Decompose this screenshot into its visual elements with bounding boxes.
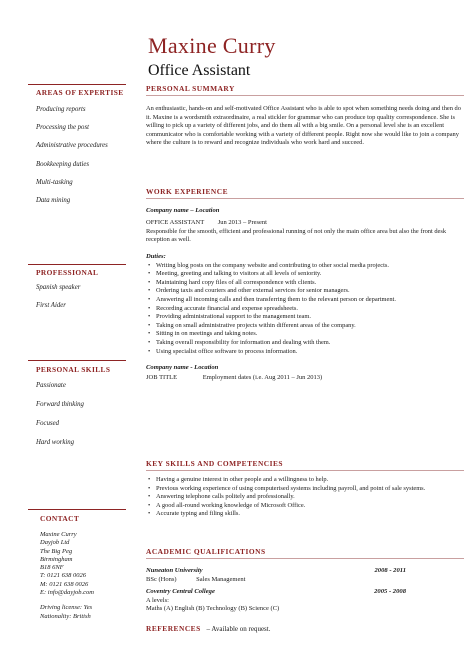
contact-line: B18 6NF	[40, 564, 64, 572]
job2-dates: Employment dates (i.e. Aug 2011 – Jun 2013)	[202, 374, 323, 382]
education-section	[146, 547, 464, 614]
job2-position: JOB TITLE	[146, 374, 178, 382]
expertise-item: Producing reports	[36, 106, 86, 113]
skill-item: Focused	[36, 420, 60, 427]
duties-label: Duties:	[146, 252, 166, 260]
section-rule	[146, 198, 464, 199]
summary-text: An enthusiastic, hands-on and self-motivated Office Assistant who is able to spot when something needs doing and then do it. Maxine is a wordsmith extraordinaire, a real stickler for grammar who can produce top quality correspondence. She is willing to pick up a variety of different jobs, and do them all with a big smile. On a personal level she is an excellent communicator who is comfortable working with a variety of different people. Right now she would like to join a company where the culture is to reward and recognize individuals who work hard and succeed.	[146, 105, 461, 146]
college-name: Coventry Central College	[146, 588, 215, 596]
contact-line: The Big Peg	[40, 547, 73, 555]
sidebar-divider	[28, 509, 126, 510]
key-skill-item: • Previous working experience of using computerised systems including payroll, and point of sale systems.	[156, 485, 464, 494]
expertise-item: Multi-tasking	[36, 178, 73, 186]
contact-extra	[40, 604, 140, 621]
personal-skills-title: PERSONAL SKILLS	[36, 365, 111, 374]
contact-mobile: M: 0121 638 0026	[40, 580, 89, 588]
duties-list	[146, 262, 464, 357]
contact-phone: T: 0121 638 0026	[40, 572, 87, 580]
duty-item: • Taking on small administrative projects within different areas of the company.	[156, 322, 464, 331]
personal-skills-section	[36, 365, 136, 448]
contact-line: Dayjob Ltd	[40, 539, 70, 547]
expertise-title: AREAS OF EXPERTISE	[36, 88, 124, 97]
contact-section	[40, 514, 140, 621]
duty-item: • Recording accurate financial and expense spreadsheets.	[156, 305, 464, 314]
job1-dates: Jun 2013 – Present	[217, 219, 267, 226]
uni-degree: BSc (Hons)	[146, 575, 177, 583]
contact-line: Maxine Curry	[40, 531, 77, 538]
references-title: REFERENCES	[146, 624, 201, 633]
driving-license: Driving license: Yes	[40, 604, 93, 612]
professional-section	[36, 268, 136, 311]
nationality: Nationality: British	[40, 612, 91, 620]
section-rule	[146, 470, 464, 471]
skill-item: Passionate	[36, 382, 66, 389]
sidebar-divider	[28, 264, 126, 265]
duty-item: • Providing administrational support to the management team.	[156, 313, 464, 322]
references-section	[146, 624, 464, 633]
job2-header	[146, 374, 464, 383]
references-text: – Available on request.	[206, 625, 271, 633]
professional-title: PROFESSIONAL	[36, 268, 99, 277]
professional-item: Spanish speaker	[36, 284, 81, 291]
contact-email: E: info@dayjob.com	[40, 589, 94, 597]
duty-item: • Taking overall responsibility for information and dealing with them.	[156, 339, 464, 348]
candidate-name: Maxine Curry	[148, 33, 276, 58]
expertise-item: Processing the post	[36, 124, 89, 132]
key-skill-item: • Accurate typing and filing skills.	[156, 510, 464, 519]
sidebar-divider	[28, 84, 126, 85]
contact-title: CONTACT	[40, 514, 80, 523]
job1-company: Company name – Location	[146, 207, 220, 214]
expertise-item: Administrative procedures	[36, 142, 108, 150]
duty-item: • Maintaining hard copy files of all correspondence with clients.	[156, 279, 464, 288]
uni-subject: Sales Management	[196, 575, 246, 583]
duty-item: • Meeting, greeting and talking to visitors at all levels of seniority.	[156, 270, 464, 279]
experience-title: WORK EXPERIENCE	[146, 187, 229, 196]
expertise-item: Bookkeeping duties	[36, 160, 90, 168]
job1-description: Responsible for the smooth, efficient and professional running of not only the main office area but also the front desk reception as well.	[146, 227, 447, 244]
skill-item: Forward thinking	[36, 401, 84, 408]
a-levels-label: A levels:	[146, 596, 169, 604]
candidate-role: Office Assistant	[148, 62, 251, 79]
contact-address	[40, 531, 140, 597]
job2-company: Company name - Location	[146, 364, 219, 372]
sidebar-divider	[28, 360, 126, 361]
summary-section	[146, 84, 464, 148]
key-skill-item: • Having a genuine interest in other people and a willingness to help.	[156, 476, 464, 485]
references-line	[146, 624, 464, 633]
contact-line: Birmingham	[40, 555, 73, 563]
skill-item: Hard working	[36, 439, 75, 446]
key-skills-section	[146, 459, 464, 519]
a-levels: Maths (A) English (B) Technology (B) Science (C)	[146, 605, 280, 613]
key-skill-item: • Answering telephone calls politely and professionally.	[156, 493, 464, 502]
uni-row	[146, 567, 406, 576]
key-skills-list	[146, 476, 464, 519]
education-title: ACADEMIC QUALIFICATIONS	[146, 547, 266, 556]
duty-item: • Writing blog posts on the company website and contributing to other social media projects.	[156, 262, 464, 271]
key-skill-item: • A good all-round working knowledge of Microsoft Office.	[156, 502, 464, 511]
section-rule	[146, 558, 464, 559]
job1-header	[146, 219, 464, 228]
college-row	[146, 588, 406, 597]
professional-item: First Aider	[36, 302, 66, 309]
duty-item: • Sitting in on meetings and taking notes.	[156, 330, 464, 339]
uni-degree-row	[146, 576, 464, 585]
uni-name: Nuneaton University	[146, 567, 203, 574]
expertise-section	[36, 88, 136, 206]
college-dates: 2005 - 2008	[374, 588, 406, 596]
resume-header	[148, 34, 276, 80]
duty-item: • Answering all incoming calls and then transferring them to the relevant person or department.	[156, 296, 464, 305]
sidebar	[0, 84, 135, 669]
experience-section	[146, 187, 464, 383]
summary-title: PERSONAL SUMMARY	[146, 84, 235, 93]
expertise-item: Data mining	[36, 196, 71, 204]
uni-dates: 2008 - 2011	[374, 567, 406, 574]
section-rule	[146, 95, 464, 96]
job1-position: OFFICE ASSISTANT	[146, 219, 205, 226]
duty-item: • Using specialist office software to process information.	[156, 348, 464, 357]
duty-item: • Ordering taxis and couriers and other external services for senior managers.	[156, 287, 464, 296]
key-skills-title: KEY SKILLS AND COMPETENCIES	[146, 459, 284, 468]
